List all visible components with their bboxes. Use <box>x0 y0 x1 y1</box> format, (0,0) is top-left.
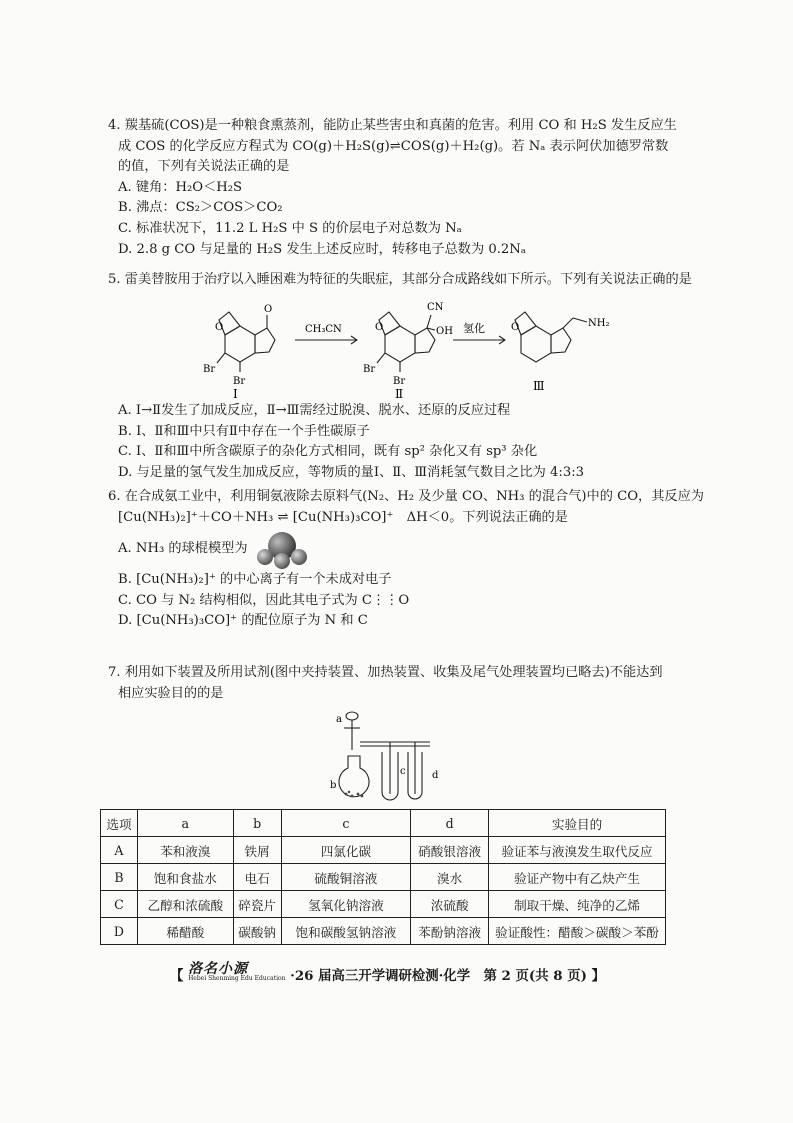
q6-stem-line2: [Cu(NH₃)₂]⁺＋CO＋NH₃ ⇌ [Cu(NH₃)₃CO]⁺ ΔH＜0。下列说法正确的是 <box>118 509 568 525</box>
question-7 <box>108 663 708 704</box>
ii-oh-label: OH <box>436 326 453 337</box>
q4-stem-line2: 成 COS 的化学反应方程式为 CO(g)＋H₂S(g)⇌COS(g)＋H₂(g)。若 Nₐ 表示阿伏加德罗常数 <box>118 138 669 154</box>
question-5 <box>108 270 708 291</box>
table-cell: 制取干燥、纯净的乙烯 <box>489 891 666 918</box>
table-cell: 氢氧化钠溶液 <box>281 891 411 918</box>
col-header-option: 选项 <box>101 810 138 837</box>
publisher-logo <box>188 958 285 982</box>
table-cell: 碎瓷片 <box>233 891 281 918</box>
experiment-table <box>100 809 666 945</box>
reagent-ch3cn: CH₃CN <box>305 324 342 335</box>
table-cell: 硫酸铜溶液 <box>281 864 411 891</box>
table-cell: 铁屑 <box>233 837 281 864</box>
ii-br-label-2: Br <box>363 364 376 375</box>
table-row <box>101 837 666 864</box>
table-cell: 浓硫酸 <box>411 891 489 918</box>
table-cell: 苯和液溴 <box>137 837 233 864</box>
q5-option-c: C. Ⅰ、Ⅱ和Ⅲ中所含碳原子的杂化方式相同，既有 sp² 杂化又有 sp³ 杂化 <box>118 444 538 460</box>
page-footer <box>170 958 650 984</box>
q4-option-a: A. 键角：H₂O＜H₂S <box>118 179 243 195</box>
table-row <box>101 864 666 891</box>
table-cell: 硝酸银溶液 <box>411 837 489 864</box>
table-row <box>101 918 666 945</box>
table-cell: 碳酸钠 <box>233 918 281 945</box>
q6-stem-line1: 6. 在合成氨工业中，利用铜氨液除去原料气(N₂、H₂ 及少量 CO、NH₃ 的混合气)中的 CO，其反应为 <box>108 489 704 504</box>
question-6 <box>108 487 708 632</box>
table-cell: 验证苯与液溴发生取代反应 <box>489 837 666 864</box>
iii-oxygen-label: O <box>511 322 520 333</box>
q6-option-c: C. CO 与 N₂ 结构相似，因此其电子式为 C⋮⋮O <box>118 592 410 608</box>
iii-nh2-label: NH₂ <box>588 318 610 329</box>
q7-stem-line1: 7. 利用如下装置及所用试剂(图中夹持装置、加热装置、收集及尾气处理装置均已略去)不能达到 <box>108 665 663 680</box>
fig-label-c: c <box>400 766 406 777</box>
compound-iii-label: Ⅲ <box>533 379 545 393</box>
synthesis-scheme <box>195 290 615 400</box>
col-header-c: c <box>281 810 411 837</box>
table-cell: 苯酚钠溶液 <box>411 918 489 945</box>
q4-stem-line3: 的值，下列有关说法正确的是 <box>118 159 290 175</box>
table-cell: 验证酸性：醋酸＞碳酸＞苯酚 <box>489 918 666 945</box>
table-cell: 电石 <box>233 864 281 891</box>
q6-option-a-text: A. NH₃ 的球棍模型为 <box>118 541 248 557</box>
table-cell: 饱和碳酸氢钠溶液 <box>281 918 411 945</box>
ii-cn-label: CN <box>427 302 444 313</box>
table-row <box>101 891 666 918</box>
i-br-label-1: Br <box>233 376 246 387</box>
table-cell: 验证产物中有乙炔产生 <box>489 864 666 891</box>
q5-option-a: A. Ⅰ→Ⅱ发生了加成反应，Ⅱ→Ⅲ需经过脱溴、脱水、还原的反应过程 <box>118 403 511 418</box>
q4-option-c: C. 标准状况下，11.2 L H₂S 中 S 的价层电子对总数为 Nₐ <box>118 220 462 236</box>
table-cell: 乙醇和浓硫酸 <box>137 891 233 918</box>
footer-text: ·26 届高三开学调研检测·化学 第 2 页(共 8 页) <box>290 968 587 984</box>
question-5-options <box>108 401 708 483</box>
q7-stem-line2: 相应实验目的的是 <box>118 685 224 701</box>
publisher-logo-subtext: Hebei Shenming Edu Education <box>188 975 286 982</box>
q4-option-b: B. 沸点：CS₂＞COS＞CO₂ <box>118 200 283 216</box>
q6-option-a <box>108 528 708 570</box>
q6-option-d: D. [Cu(NH₃)₃CO]⁺ 的配位原子为 N 和 C <box>118 613 368 629</box>
table-cell: C <box>101 891 138 918</box>
i-ketone-oxygen-label: O <box>264 304 273 315</box>
footer-left-bracket: 【 <box>170 968 184 984</box>
ii-oxygen-label: O <box>375 322 384 333</box>
publisher-logo-text: 洛名小源 <box>188 961 249 977</box>
table-cell: 四氯化碳 <box>281 837 411 864</box>
compound-ii-label: Ⅱ <box>395 387 404 400</box>
col-header-d: d <box>411 810 489 837</box>
fig-label-d: d <box>432 770 439 781</box>
table-cell: A <box>101 837 138 864</box>
q6-option-b: B. [Cu(NH₃)₂]⁺ 的中心离子有一个未成对电子 <box>118 572 392 588</box>
i-oxygen-label: O <box>215 322 224 333</box>
table-cell: B <box>101 864 138 891</box>
question-4 <box>108 116 708 260</box>
apparatus-figure <box>330 708 460 808</box>
fig-label-b: b <box>330 780 337 791</box>
table-cell: 稀醋酸 <box>137 918 233 945</box>
col-header-b: b <box>233 810 281 837</box>
compound-i-label: Ⅰ <box>233 387 238 400</box>
q4-option-d: D. 2.8 g CO 与足量的 H₂S 发生上述反应时，转移电子总数为 0.2Nₐ <box>118 241 526 257</box>
col-header-purpose: 实验目的 <box>489 810 666 837</box>
table-cell: 饱和食盐水 <box>137 864 233 891</box>
table-cell: D <box>101 918 138 945</box>
i-br-label-2: Br <box>203 364 216 375</box>
q5-option-b: B. Ⅰ、Ⅱ和Ⅲ中只有Ⅱ中存在一个手性碳原子 <box>118 423 370 439</box>
reagent-hydrogenation: 氢化 <box>463 322 485 335</box>
q5-option-d: D. 与足量的氢气发生加成反应，等物质的量Ⅰ、Ⅱ、Ⅲ消耗氢气数目之比为 4:3:3 <box>118 464 585 480</box>
q4-stem-line1: 4. 羰基硫(COS)是一种粮食熏蒸剂，能防止某些害虫和真菌的危害。利用 CO 和 H₂S 发生反应生 <box>108 118 677 133</box>
footer-right-bracket: 】 <box>591 968 606 984</box>
ii-br-label-1: Br <box>393 376 406 387</box>
q5-stem: 5. 雷美替胺用于治疗以入睡困难为特征的失眠症，其部分合成路线如下所示。下列有关说法正确的是 <box>108 272 692 287</box>
col-header-a: a <box>137 810 233 837</box>
table-header-row <box>101 810 666 837</box>
nh3-ball-model-icon <box>252 529 312 569</box>
fig-label-a: a <box>336 714 342 725</box>
table-cell: 溴水 <box>411 864 489 891</box>
